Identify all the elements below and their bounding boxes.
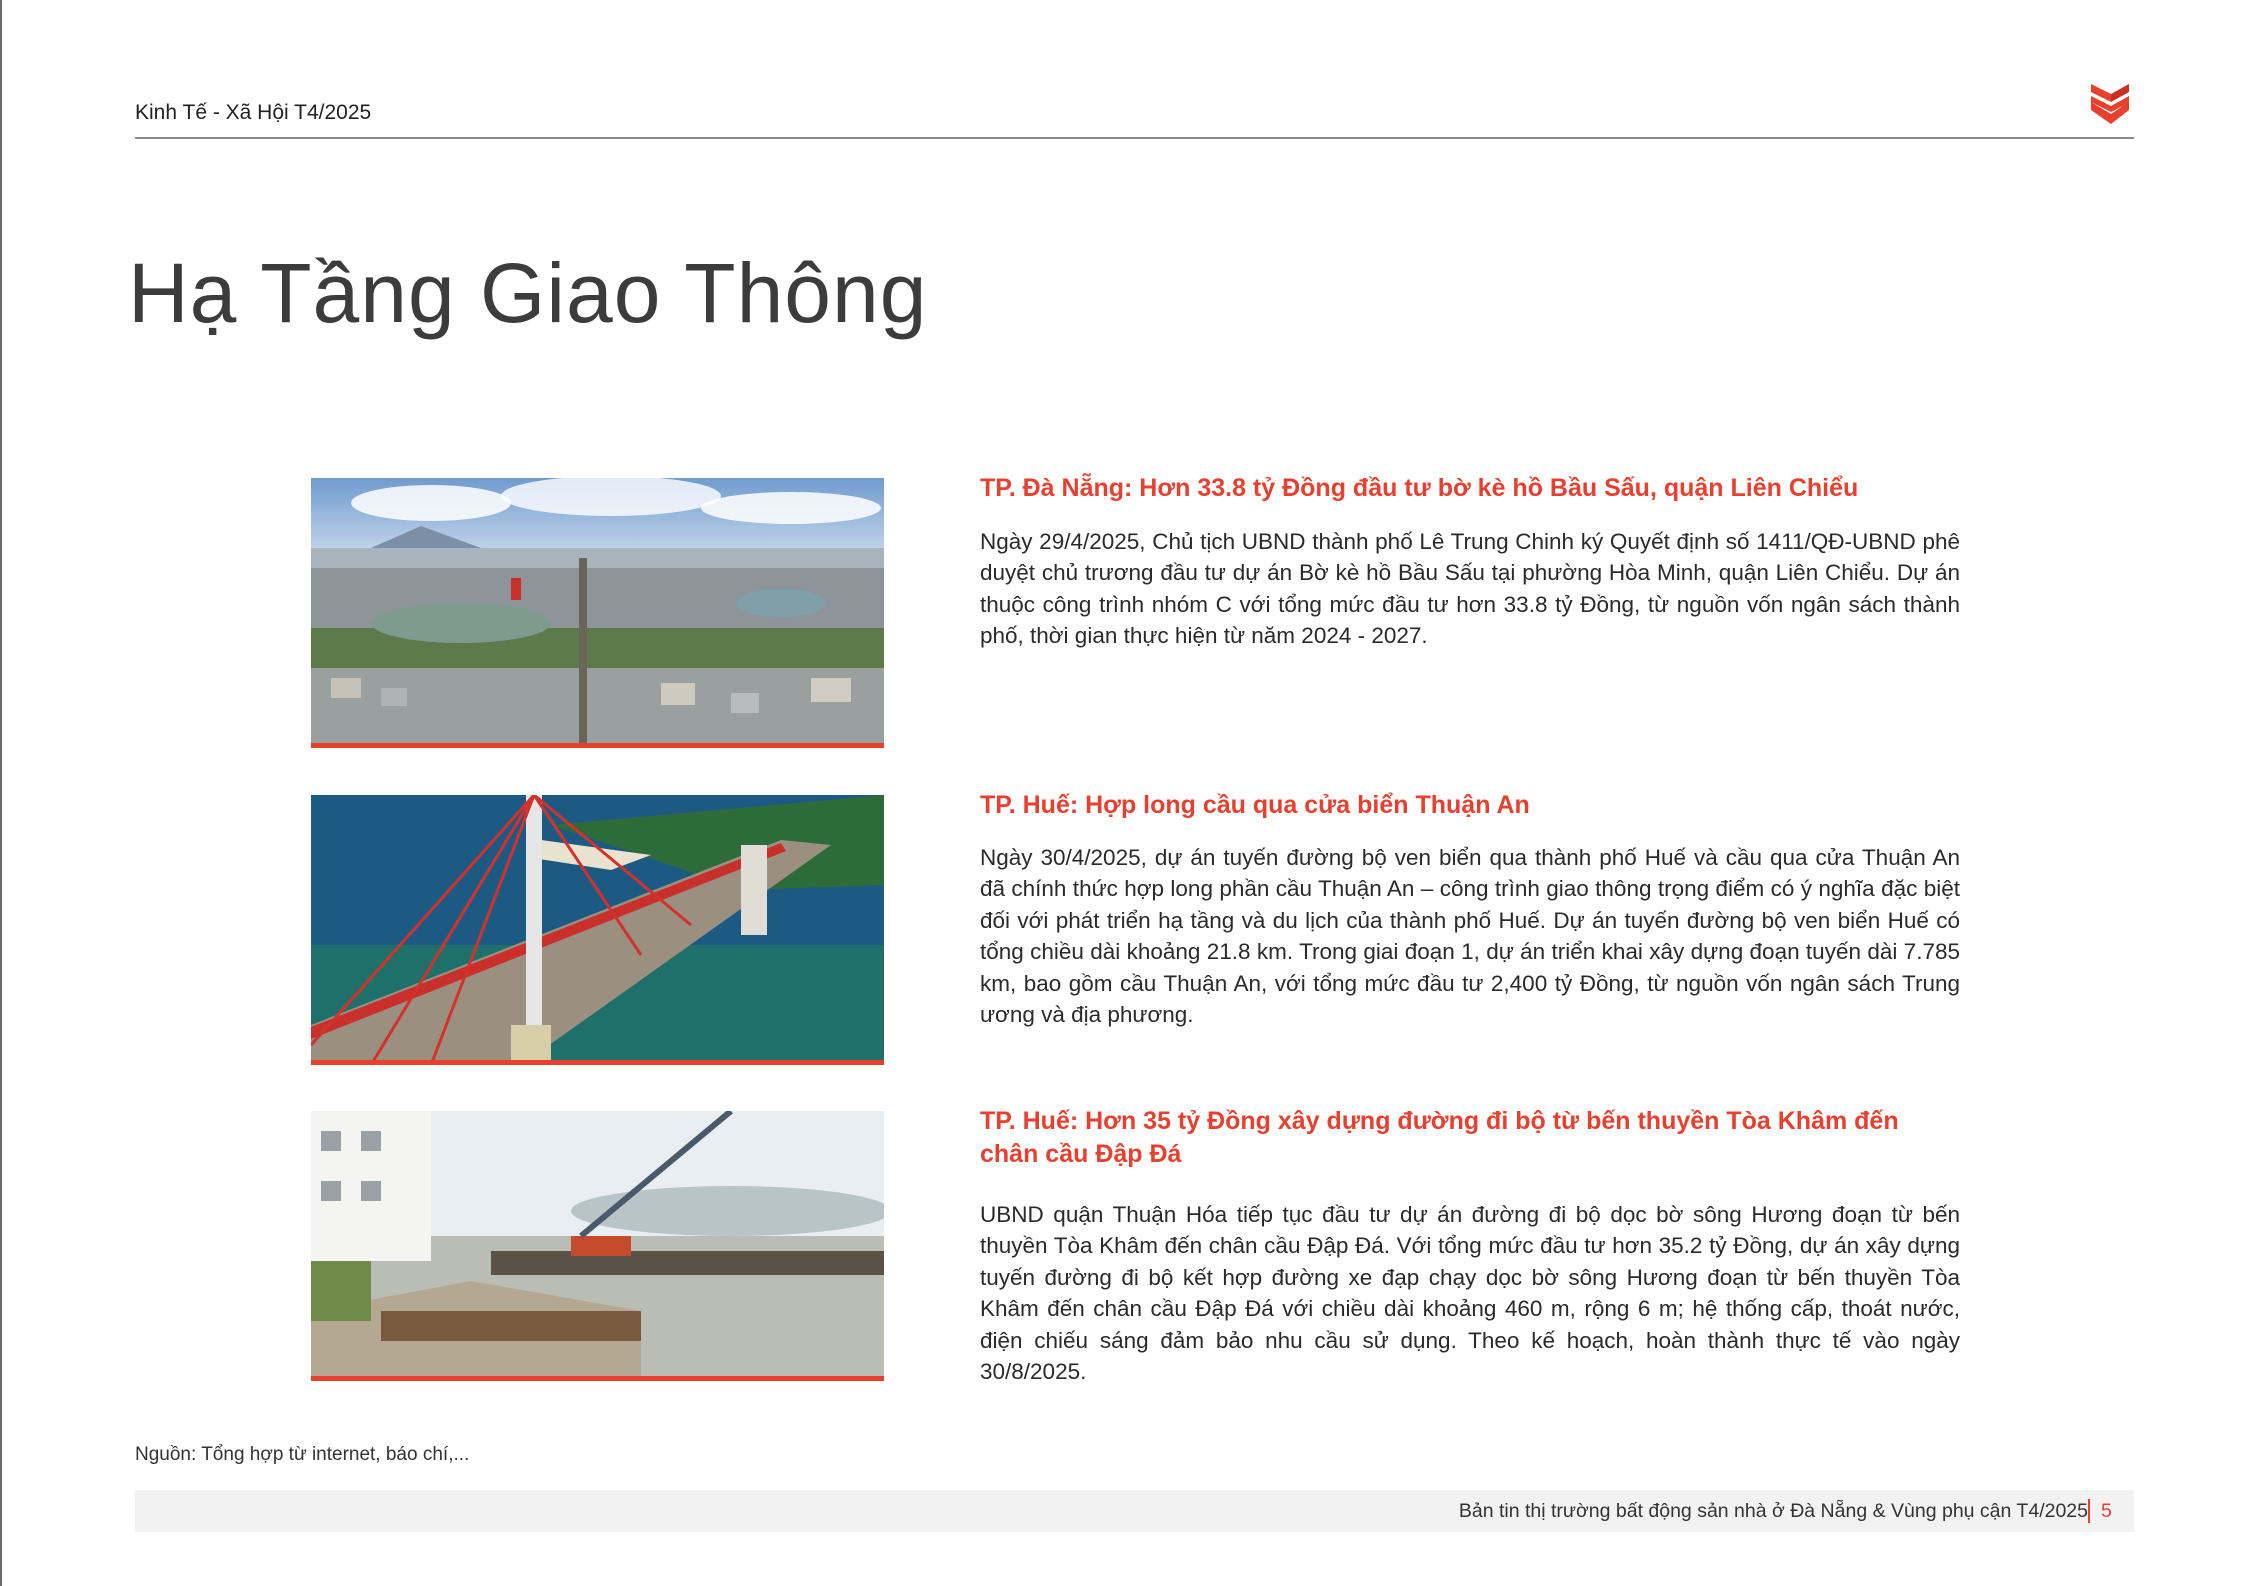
article-photo-bau-sau-lake [311, 478, 884, 748]
page-title: Hạ Tầng Giao Thông [128, 246, 928, 340]
article-headline: TP. Huế: Hợp long cầu qua cửa biển Thuận An [980, 791, 1530, 819]
article-photo-toa-kham-walkway [311, 1111, 884, 1381]
article-body: UBND quận Thuận Hóa tiếp tục đầu tư dự án đường đi bộ dọc bờ sông Hương đoạn từ bến thuyền Tòa Khâm đến chân cầu Đập Đá. Với tổng mức đầu tư hơn 35.2 tỷ Đồng, dự án xây dựng tuyến đường đi bộ kết hợp đường xe đạp chạy dọc bờ sông Hương đoạn từ bến thuyền Tòa Khâm đến chân cầu Đập Đá với chiều dài khoảng 460 m, rộng 6 m; hệ thống cấp, thoát nước, điện chiếu sáng đảm bảo nhu cầu sử dụng. Theo kế hoạch, hoàn thành thực tế vào ngày 30/8/2025. [980, 1202, 1960, 1385]
footer-separator [2088, 1499, 2090, 1523]
article-headline: TP. Đà Nẵng: Hơn 33.8 tỷ Đồng đầu tư bờ kè hồ Bầu Sấu, quận Liên Chiểu [980, 474, 1859, 502]
header-divider [135, 137, 2134, 139]
report-header-title: Kinh Tế - Xã Hội T4/2025 [135, 101, 372, 124]
photo-accent-bar [311, 743, 884, 748]
footer-publication-title: Bản tin thị trường bất động sản nhà ở Đà Nẵng & Vùng phụ cận T4/2025 [1458, 1500, 2088, 1522]
brand-logo-icon [2085, 78, 2135, 128]
article-body: Ngày 30/4/2025, dự án tuyến đường bộ ven biển qua thành phố Huế và cầu qua cửa Thuận An đã chính thức hợp long phần cầu Thuận An – công trình giao thông trọng điểm có ý nghĩa đặc biệt đối với phát triển hạ tầng và du lịch của thành phố Huế. Dự án tuyến đường bộ ven biển Huế có tổng chiều dài khoảng 21.8 km. Trong giai đoạn 1, dự án triển khai xây dựng đoạn tuyến dài 7.785 km, bao gồm cầu Thuận An, với tổng mức đầu tư 2,400 tỷ Đồng, từ nguồn vốn ngân sách Trung ương và địa phương. [980, 845, 1960, 1028]
article-photo-thuan-an-bridge [311, 795, 884, 1065]
page-number: 5 [2101, 1500, 2112, 1522]
source-note: Nguồn: Tổng hợp từ internet, báo chí,... [135, 1444, 470, 1465]
photo-accent-bar [311, 1376, 884, 1381]
article-body: Ngày 29/4/2025, Chủ tịch UBND thành phố Lê Trung Chinh ký Quyết định số 1411/QĐ-UBND phê duyệt chủ trương đầu tư dự án Bờ kè hồ Bầu Sấu tại phường Hòa Minh, quận Liên Chiểu. Dự án thuộc công trình nhóm C với tổng mức đầu tư hơn 33.8 tỷ Đồng, từ nguồn vốn ngân sách thành phố, thời gian thực hiện từ năm 2024 - 2027. [980, 529, 1960, 649]
photo-accent-bar [311, 1060, 884, 1065]
page-edge-rule [0, 0, 2, 1586]
article-headline: TP. Huế: Hơn 35 tỷ Đồng xây dựng đường đi bộ từ bến thuyền Tòa Khâm đến chân cầu Đập Đá [980, 1107, 1899, 1168]
